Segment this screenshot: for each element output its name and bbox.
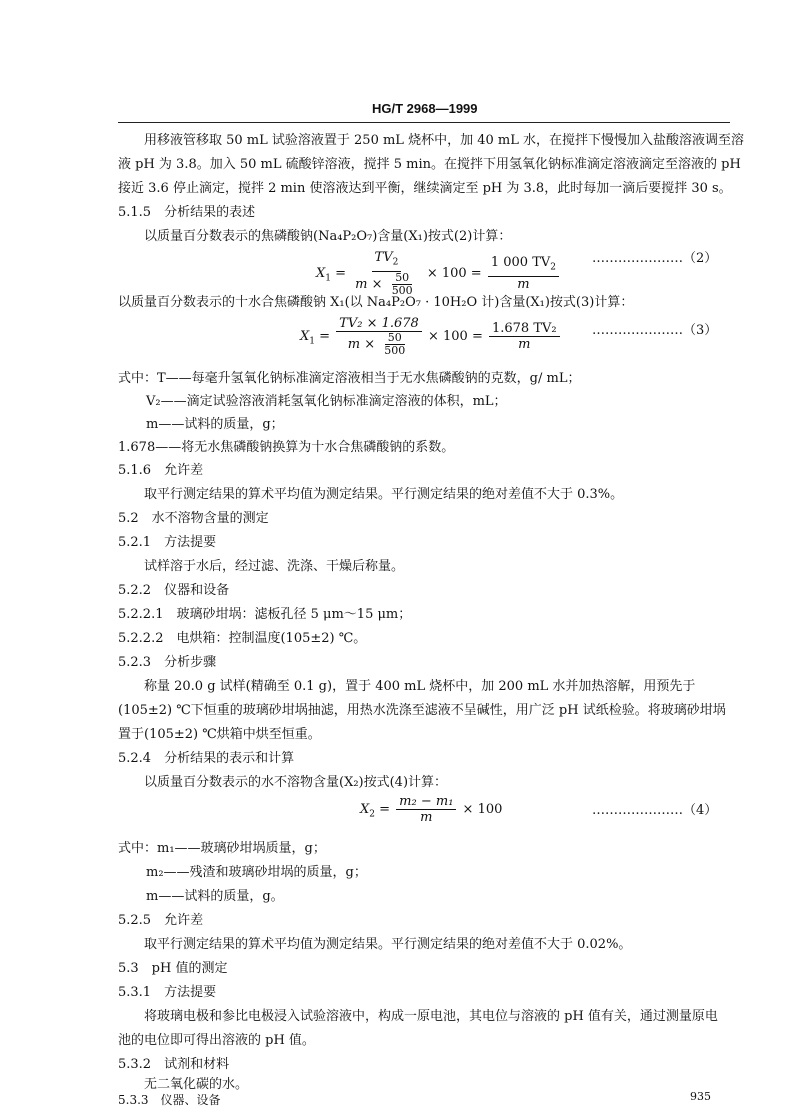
section-heading: 5.2.4 分析结果的表示和计算 (118, 751, 295, 766)
paragraph-line: 接近 3.6 停止滴定，搅拌 2 min 使溶液达到平衡，继续滴定至 pH 为 3.8，此时每加一滴后要搅拌 30 s。 (118, 181, 732, 196)
paragraph-line: (105±2) ℃下恒重的玻璃砂坩埚抽滤，用热水洗涤至滤液不呈碱性，用广泛 pH 试纸检验。将玻璃砂坩埚 (118, 703, 726, 718)
eq-var: X (316, 265, 326, 281)
paragraph-line: 以质量百分数表示的焦磷酸钠(Na₄P₂O₇)含量(X₁)按式(2)计算： (144, 229, 512, 244)
page-header: HG/T 2968—1999 (372, 101, 478, 116)
definition-line: 式中：T——每毫升氢氧化钠标准滴定溶液相当于无水焦磷酸钠的克数，g/ mL； (118, 371, 581, 386)
equation-2: $X_1$ = $TV_2$ m × $\frac{50}{500}$ × 100 = $\frac{1 000 TV_2}{m}$ (316, 250, 561, 297)
list-item: 5.2.2.2 电烘箱：控制温度(105±2) ℃。 (118, 631, 367, 646)
section-heading: 5.2.3 分析步骤 (118, 655, 217, 670)
paragraph-line: 以质量百分数表示的十水合焦磷酸钠 X₁(以 Na₄P₂O₇ · 10H₂O 计)含量(X₁)按式(3)计算： (118, 295, 634, 310)
paragraph-line: 取平行测定结果的算术平均值为测定结果。平行测定结果的绝对差值不大于 0.02%。 (144, 937, 632, 952)
definition-line: 1.678——将无水焦磷酸钠换算为十水合焦磷酸钠的系数。 (118, 440, 455, 455)
paragraph-line: 取平行测定结果的算术平均值为测定结果。平行测定结果的绝对差值不大于 0.3%。 (144, 487, 624, 502)
paragraph-line: 用移液管移取 50 mL 试验溶液置于 250 mL 烧杯中，加 40 mL 水，在搅拌下慢慢加入盐酸溶液调至溶 (144, 133, 744, 148)
equation-3: $X_1$ = TV₂ × 1.678 m × $\frac{50}{500}$ × 100 = $\frac{\text{1.678 TV₂}}{m}$ (300, 316, 562, 357)
fraction: $\frac{1 000 TV_2}{m}$ (488, 255, 559, 292)
paragraph-line: 将玻璃电极和参比电极浸入试验溶液中，构成一原电池，其电位与溶液的 pH 值有关，通过测量原电 (144, 1009, 718, 1024)
equation-number: …………………（2） (592, 251, 718, 266)
header-rule (118, 122, 730, 123)
section-heading: 5.3.2 试剂和材料 (118, 1057, 230, 1072)
fraction: $TV_2$ m × $\frac{50}{500}$ (355, 250, 413, 297)
list-item: 5.2.2.1 玻璃砂坩埚：滤板孔径 5 μm～15 μm； (118, 607, 412, 622)
equation-number: …………………（3） (592, 323, 718, 338)
equation-4: $X_2$ = $\frac{\text{m₂ − m₁}}{m}$ × 100 (360, 794, 503, 825)
section-heading: 5.3 pH 值的测定 (118, 961, 228, 976)
section-heading: 5.2.5 允许差 (118, 913, 204, 928)
paragraph-line: 称量 20.0 g 试样(精确至 0.1 g)，置于 400 mL 烧杯中，加 200 mL 水并加热溶解，用预先于 (144, 679, 696, 694)
definition-line: 式中：m₁——玻璃砂坩埚质量，g； (118, 841, 326, 856)
paragraph-line: 以质量百分数表示的水不溶物含量(X₂)按式(4)计算： (144, 775, 448, 790)
definition-line: m₂——残渣和玻璃砂坩埚的质量，g； (146, 865, 367, 880)
section-heading: 5.3.3 仪器、设备 (118, 1093, 221, 1107)
section-heading: 5.2 水不溶物含量的测定 (118, 511, 269, 526)
section-heading: 5.1.5 分析结果的表述 (118, 205, 256, 220)
fraction: $\frac{\text{m₂ − m₁}}{m}$ (396, 794, 456, 825)
section-heading: 5.3.1 方法提要 (118, 985, 217, 1000)
fraction: TV₂ × 1.678 m × $\frac{50}{500}$ (336, 316, 422, 357)
equation-number: …………………（4） (592, 803, 718, 818)
section-heading: 5.2.1 方法提要 (118, 535, 217, 550)
definition-line: m——试料的质量，g； (146, 417, 284, 432)
fraction: $\frac{\text{1.678 TV₂}}{m}$ (489, 321, 560, 352)
paragraph-line: 试样溶于水后，经过滤、洗涤、干燥后称量。 (144, 559, 405, 574)
section-heading: 5.2.2 仪器和设备 (118, 583, 230, 598)
definition-line: V₂——滴定试验溶液消耗氢氧化钠标准滴定溶液的体积，mL； (146, 394, 507, 409)
paragraph-line: 置于(105±2) ℃烘箱中烘至恒重。 (118, 727, 321, 742)
section-heading: 5.1.6 允许差 (118, 463, 204, 478)
paragraph-line: 液 pH 为 3.8。加入 50 mL 硫酸锌溶液，搅拌 5 min。在搅拌下用氢氧化钠标准滴定溶液滴定至溶液的 pH (118, 157, 741, 172)
paragraph-line: 池的电位即可得出溶液的 pH 值。 (118, 1033, 315, 1048)
page-number: 935 (690, 1090, 711, 1103)
definition-line: m——试料的质量，g。 (146, 889, 284, 904)
paragraph-line: 无二氧化碳的水。 (144, 1077, 249, 1092)
